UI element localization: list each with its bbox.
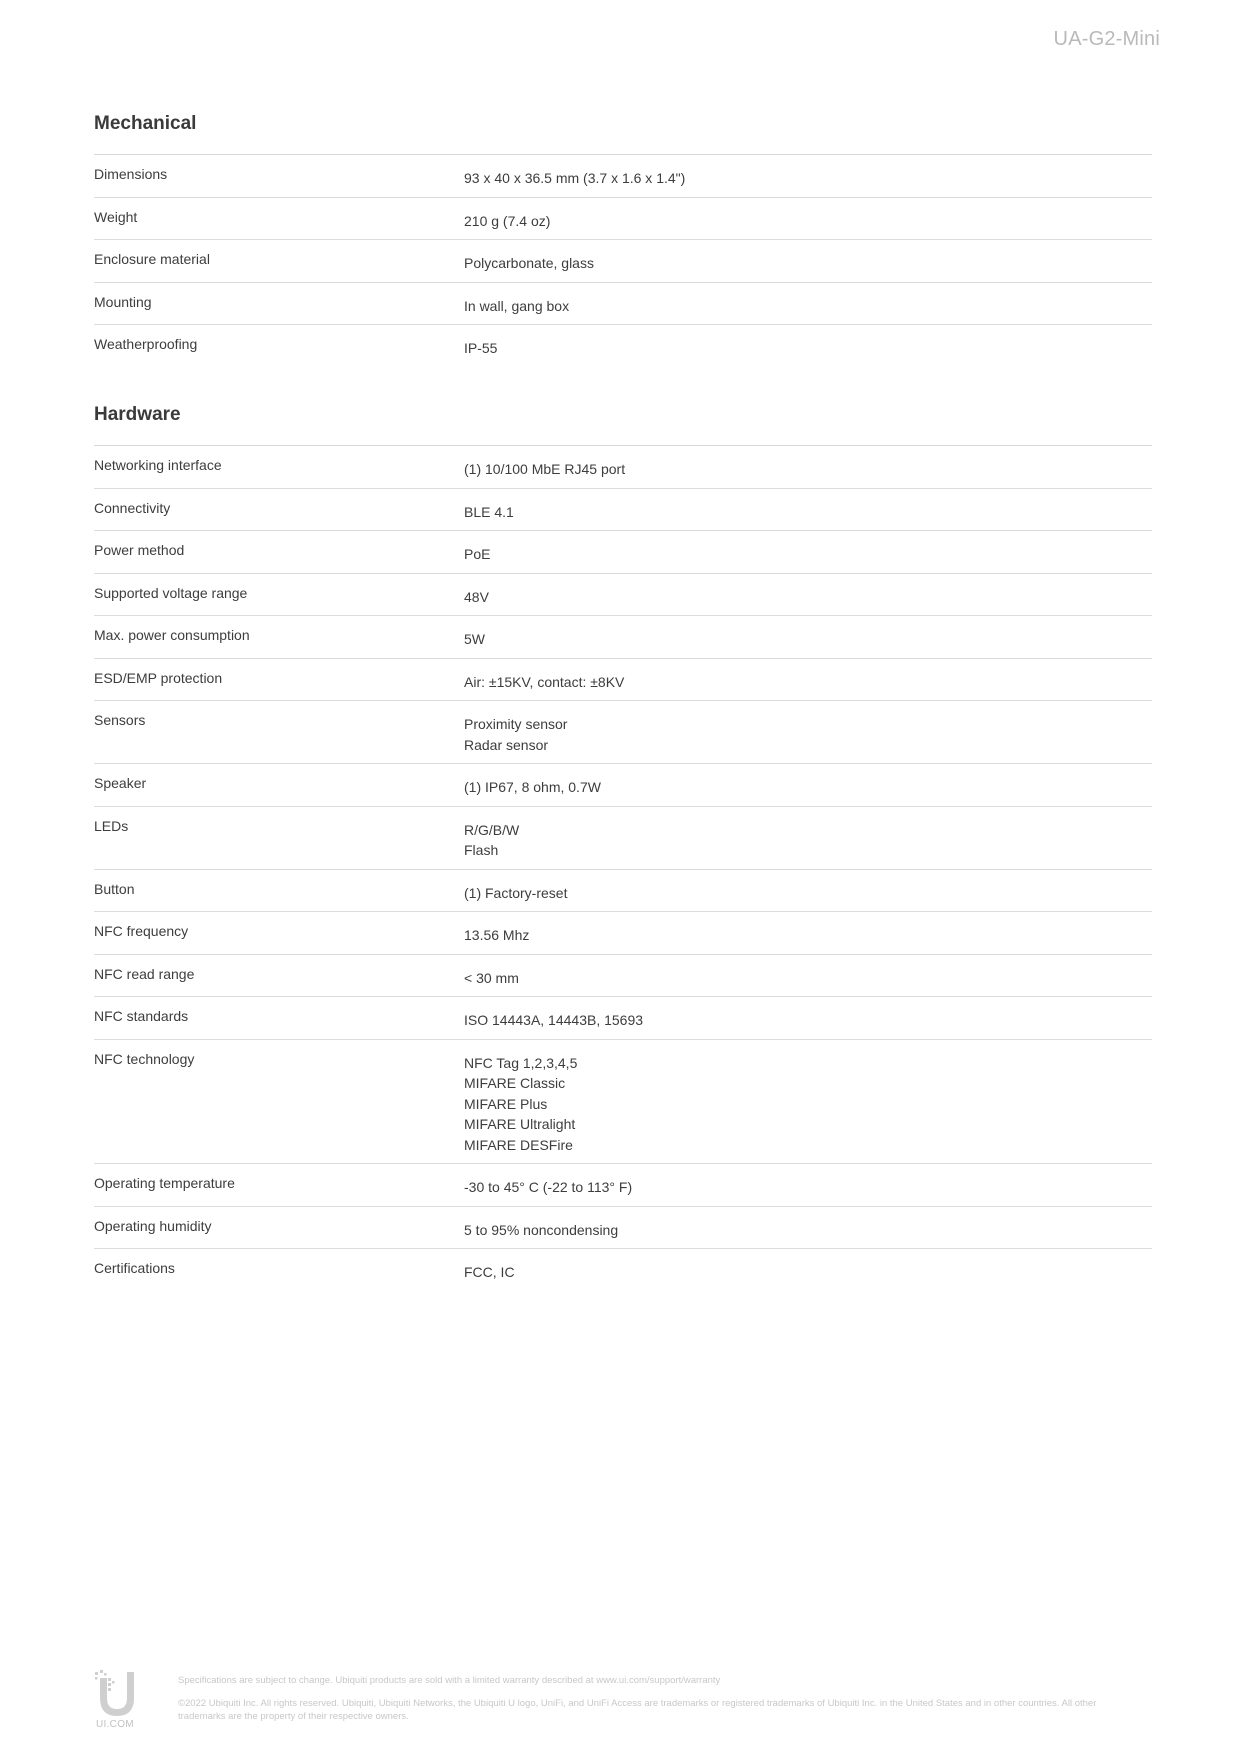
spec-row (94, 807, 1152, 870)
spec-value-line: NFC Tag 1,2,3,4,5 (464, 1054, 578, 1071)
spec-value-line: (1) Factory-reset (464, 884, 568, 901)
spec-row (94, 446, 1152, 489)
spec-label: Speaker (94, 775, 147, 791)
spec-row (94, 489, 1152, 532)
spec-value (464, 616, 1152, 658)
spec-row (94, 1164, 1152, 1207)
spec-row (94, 325, 1152, 367)
spec-row (94, 240, 1152, 283)
section-title-hardware: Hardware (94, 404, 181, 425)
spec-value-line: 5W (464, 631, 485, 647)
spec-row (94, 198, 1152, 241)
spec-value-line: In wall, gang box (464, 297, 570, 314)
spec-label: Weatherproofing (94, 336, 198, 352)
spec-label: Max. power consumption (94, 627, 250, 643)
spec-label: Connectivity (94, 499, 171, 516)
spec-value (464, 489, 1152, 531)
mechanical-spec-table (94, 154, 1152, 367)
spec-row (94, 659, 1152, 702)
spec-value (464, 283, 1152, 325)
spec-value (464, 1164, 1152, 1206)
spec-value (464, 325, 1152, 367)
footer (94, 1668, 1152, 1738)
spec-row (94, 997, 1152, 1040)
spec-value-line: MIFARE DESFire (464, 1136, 573, 1153)
spec-row (94, 616, 1152, 659)
spec-value-line: Air: ±15KV, contact: ±8KV (464, 673, 625, 690)
spec-label: LEDs (94, 817, 129, 834)
spec-label: ESD/EMP protection (94, 669, 223, 686)
spec-row (94, 912, 1152, 955)
spec-value (464, 1040, 1152, 1164)
spec-value-line: Radar sensor (464, 736, 549, 753)
hardware-spec-table (94, 445, 1152, 1291)
spec-value (464, 155, 1152, 197)
spec-value (464, 574, 1152, 616)
spec-label: Weight (94, 208, 138, 225)
spec-value-line: ISO 14443A, 14443B, 15693 (464, 1012, 644, 1028)
spec-value-line: PoE (464, 546, 491, 562)
spec-value-line: -30 to 45° C (-22 to 113° F) (464, 1179, 633, 1195)
spec-value-line: MIFARE Classic (464, 1075, 566, 1091)
spec-row (94, 283, 1152, 326)
spec-label: Enclosure material (94, 251, 210, 267)
spec-value-line: IP-55 (464, 340, 498, 356)
spec-value (464, 807, 1152, 869)
spec-value (464, 870, 1152, 912)
spec-value-line: R/G/B/W (464, 821, 520, 838)
spec-value (464, 997, 1152, 1039)
spec-label: Operating temperature (94, 1175, 235, 1191)
spec-value-line: 13.56 Mhz (464, 927, 530, 943)
spec-value-line: 48V (464, 588, 489, 605)
spec-label: NFC frequency (94, 923, 189, 939)
spec-row (94, 155, 1152, 198)
spec-value-line: MIFARE Ultralight (464, 1116, 576, 1132)
spec-value-line: Proximity sensor (464, 716, 568, 732)
spec-value (464, 659, 1152, 701)
spec-value-line: Flash (464, 842, 499, 858)
spec-label: Certifications (94, 1260, 175, 1276)
spec-label: Button (94, 880, 135, 897)
spec-row (94, 1207, 1152, 1250)
copyright-text: ©2022 Ubiquiti Inc. All rights reserved. Ubiquiti, Ubiquiti Networks, the Ubiquiti U logo, UniFi, and UniFi Access are trademarks or registered trademarks of Ubiquiti Inc. in the United States and in other countries. All other trademarks are the property of their respective owners. (178, 1698, 1097, 1722)
spec-label: Sensors (94, 712, 146, 728)
spec-label: NFC technology (94, 1050, 195, 1067)
spec-value-line: 210 g (7.4 oz) (464, 212, 551, 229)
spec-row (94, 1040, 1152, 1165)
section-title-mechanical: Mechanical (94, 113, 197, 134)
spec-value (464, 764, 1152, 806)
spec-value-line: < 30 mm (464, 969, 519, 986)
spec-value (464, 1249, 1152, 1291)
spec-value-line: (1) IP67, 8 ohm, 0.7W (464, 779, 601, 795)
spec-label: Networking interface (94, 457, 222, 473)
spec-label: NFC read range (94, 965, 195, 982)
spec-value-line: Polycarbonate, glass (464, 255, 594, 271)
spec-label: Operating humidity (94, 1217, 212, 1234)
spec-value-line: (1) 10/100 MbE RJ45 port (464, 461, 626, 477)
spec-label: Supported voltage range (94, 584, 248, 601)
spec-value-line: 93 x 40 x 36.5 mm (3.7 x 1.6 x 1.4") (464, 170, 686, 186)
spec-label: Power method (94, 542, 185, 558)
model-name: UA-G2-Mini (1053, 28, 1160, 50)
spec-value-line: FCC, IC (464, 1264, 515, 1280)
spec-value (464, 198, 1152, 240)
spec-value (464, 955, 1152, 997)
spec-row (94, 531, 1152, 574)
spec-value (464, 701, 1152, 763)
spec-value-line: BLE 4.1 (464, 503, 514, 520)
logo-text: UI.COM (96, 1719, 134, 1730)
spec-row (94, 870, 1152, 913)
spec-value (464, 446, 1152, 488)
spec-row (94, 764, 1152, 807)
spec-value (464, 912, 1152, 954)
spec-row (94, 574, 1152, 617)
spec-value (464, 531, 1152, 573)
spec-value (464, 1207, 1152, 1249)
spec-row (94, 955, 1152, 998)
spec-label: NFC standards (94, 1008, 189, 1024)
spec-value-line: MIFARE Plus (464, 1095, 548, 1112)
spec-value-line: 5 to 95% noncondensing (464, 1221, 619, 1238)
spec-row (94, 1249, 1152, 1291)
spec-row (94, 701, 1152, 764)
disclaimer-text: Specifications are subject to change. Ubiquiti products are sold with a limited warranty described at www.ui.com/support/warranty (178, 1675, 721, 1686)
spec-label: Dimensions (94, 166, 168, 182)
spec-value (464, 240, 1152, 282)
spec-label: Mounting (94, 293, 152, 310)
legal-text (178, 1674, 1138, 1733)
